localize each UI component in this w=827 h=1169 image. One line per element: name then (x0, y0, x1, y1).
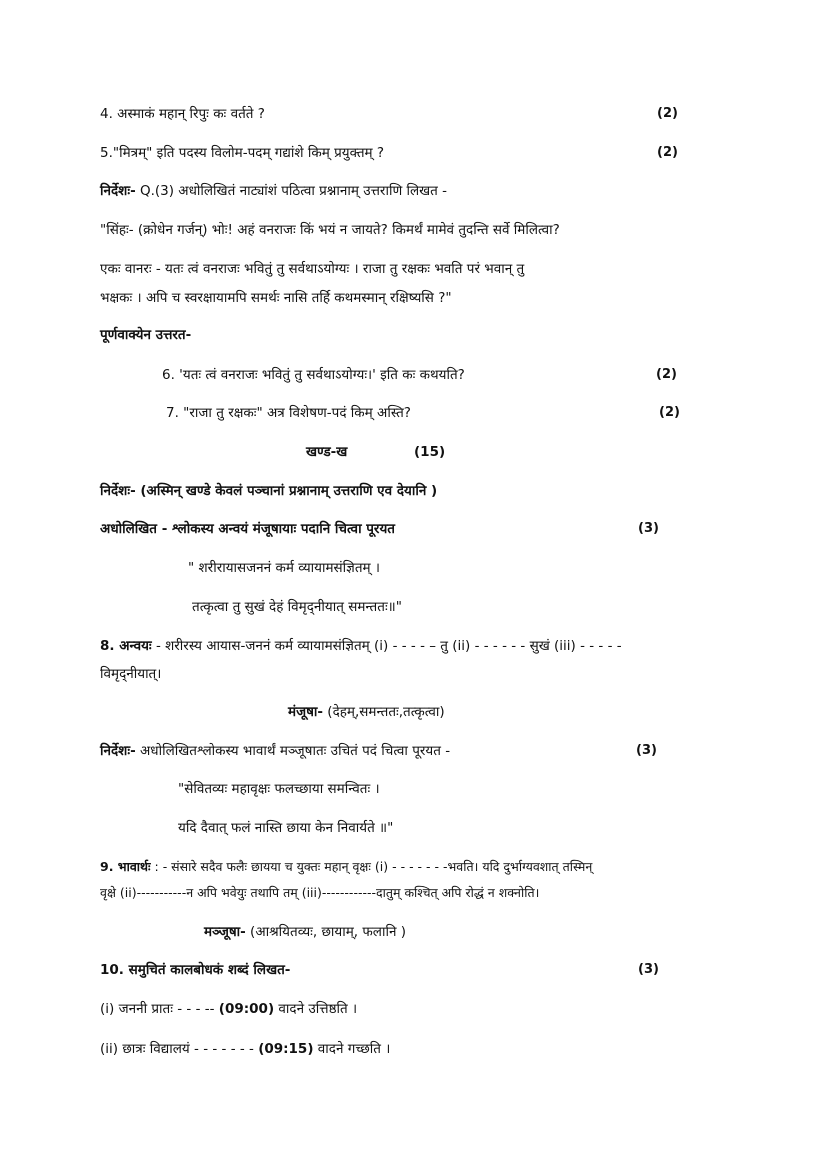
question-9-bhavarth-line-2: वृक्षे (ii)-----------न अपि भवेयुः तथापि तम् (iii)------------दातुम् कश्चित् अपि रोद्धं न शक्नोति। (100, 885, 540, 900)
marks-q10: (3) (638, 962, 659, 977)
full-sentence-heading: पूर्णवाक्येन उत्तरत- (100, 327, 192, 343)
shloka-1-line-1: " शरीरायासजननं कर्म व्यायामसंज्ञितम् । (188, 560, 380, 576)
instruction-q3: निर्देशः- Q.(3) अधोलिखितं नाट्यांशं पठित्वा प्रश्नानाम् उत्तराणि लिखत - (100, 183, 448, 199)
section-marks: (15) (414, 444, 446, 460)
shloka-2-line-1: "सेवितव्यः महावृक्षः फलच्छाया समन्वितः । (178, 781, 380, 797)
manjusha-2: मञ्जूषा- (आश्रयितव्यः, छायाम्, फलानि ) (204, 924, 406, 940)
question-8-anvaya-line-2: विमृद्नीयात्। (100, 666, 162, 682)
manjusha-1: मंजूषा- (देहम्,समन्ततः,तत्कृत्वा) (288, 704, 445, 720)
question-5: 5."मित्रम्" इति पदस्य विलोम-पदम् गद्यांशे किम् प्रयुक्तम् ? (100, 145, 385, 161)
marks-q9: (3) (636, 743, 657, 758)
question-9-bhavarth: 9. भावार्थः : - संसारे सदैव फलैः छायया च युक्तः महान् वृक्षः (i) - - - - - - -भवति। यदि दुर्भाग्यवशात् तस्मिन् (100, 859, 593, 874)
marks-q4: (2) (657, 106, 678, 121)
question-10-ii: (ii) छात्रः विद्यालयं - - - - - - - (09:15) वादने गच्छति । (100, 1041, 391, 1057)
shloka-1-line-2: तत्कृत्वा तु सुखं देहं विमृद्नीयात् समन्ततः॥" (192, 599, 402, 615)
question-10: 10. समुचितं कालबोधकं शब्दं लिखत- (100, 962, 291, 978)
instruction-q9: निर्देशः- अधोलिखितश्लोकस्य भावार्थं मञ्जूषातः उचितं पदं चित्वा पूरयत - (100, 743, 451, 759)
marks-q8: (3) (638, 521, 659, 536)
instruction-section-b: निर्देशः- (अस्मिन् खण्डे केवलं पञ्चानां प्रश्नानाम् उत्तराणि एव देयानि ) (100, 483, 438, 499)
question-7: 7. "राजा तु रक्षकः" अत्र विशेषण-पदं किम् अस्ति? (166, 405, 411, 421)
passage-line-2: एकः वानरः - यतः त्वं वनराजः भवितुं तु सर्वथाऽयोग्यः । राजा तु रक्षकः भवति परं भवान् तु (100, 261, 525, 277)
question-10-i: (i) जननी प्रातः - - - -- (09:00) वादने उत्तिष्ठति । (100, 1001, 358, 1017)
shloka-2-line-2: यदि दैवात् फलं नास्ति छाया केन निवार्यते ॥" (178, 820, 394, 836)
passage-line-3: भक्षकः । अपि च स्वरक्षायामपि समर्थः नासि तर्हि कथमस्मान् रक्षिष्यसि ?" (100, 290, 452, 306)
question-6: 6. 'यतः त्वं वनराजः भवितुं तु सर्वथाऽयोग्यः।' इति कः कथयति? (162, 367, 465, 383)
question-4: 4. अस्माकं महान् रिपुः कः वर्तते ? (100, 106, 265, 122)
instruction-label: निर्देशः- (100, 183, 136, 199)
marks-q7: (2) (659, 405, 680, 420)
passage-line-1: "सिंहः- (क्रोधेन गर्जन्) भोः! अहं वनराजः किं भयं न जायते? किमर्थं मामेवं तुदन्ति सर्वे मिलित्वा? (100, 222, 560, 238)
question-8-anvaya: 8. अन्वयः - शरीरस्य आयास-जननं कर्म व्यायामसंज्ञितम् (i) - - - - – तु (ii) - - - - - - सुखं (iii) - - - - - (100, 638, 622, 654)
marks-q6: (2) (656, 367, 677, 382)
section-title: खण्ड-ख (306, 444, 348, 460)
marks-q5: (2) (657, 145, 678, 160)
question-8-heading: अधोलिखित - श्लोकस्य अन्वयं मंजूषायाः पदानि चित्वा पूरयत (100, 521, 395, 537)
